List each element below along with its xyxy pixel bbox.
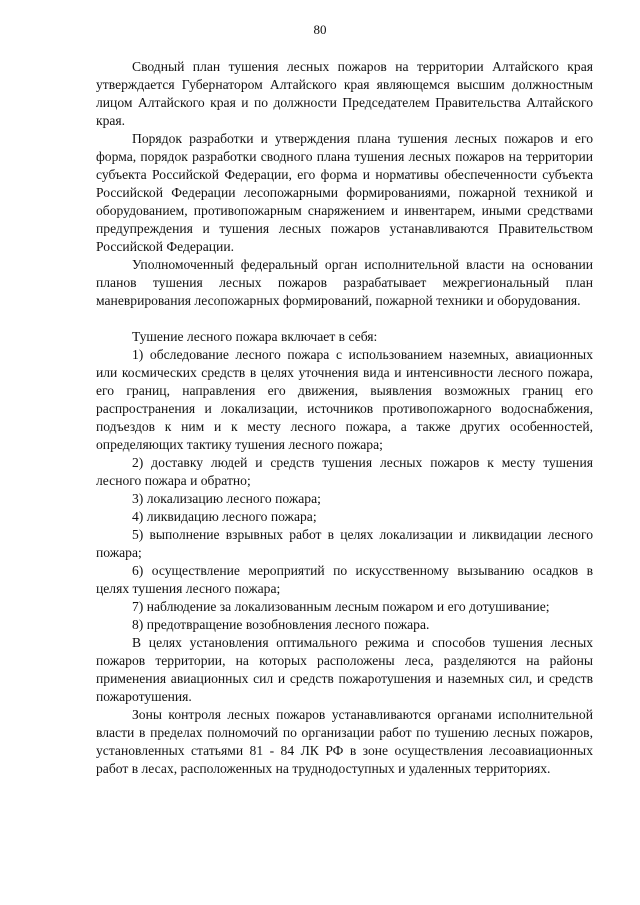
paragraph-control-zones: Зоны контроля лесных пожаров устанавливаются органами исполнительной власти в пределах полномочий по организации работ по тушению лесных пожаров, установленных статьями 81 - 84 ЛК РФ в зоне осуществления лесоавиационных работ в лесах, расположенных на труднодоступных и удаленных территориях. (96, 707, 593, 776)
paragraph-plan-procedure: Порядок разработки и утверждения плана тушения лесных пожаров и его форма, порядок разработки сводного плана тушения лесных пожаров на территории субъекта Российской Федерации, его форма и нормативы обеспеченности субъекта Российской Федерации лесопожарными формированиями, пожарной техникой и оборудованием, противопожарным снаряжением и инвентарем, иными средствами предупреждения и тушения лесных пожаров устанавливаются Правительством Российской Федерации. (96, 131, 593, 254)
list-item-4: 4) ликвидацию лесного пожара; (132, 509, 317, 524)
page-number: 80 (313, 22, 327, 37)
list-item-7: 7) наблюдение за локализованным лесным пожаром и его дотушивание; (132, 599, 550, 614)
list-item-2: 2) доставку людей и средств тушения лесных пожаров к месту тушения лесного пожара и обратно; (96, 455, 593, 488)
document-body (96, 58, 593, 778)
list-item-5: 5) выполнение взрывных работ в целях локализации и ликвидации лесного пожара; (96, 527, 593, 560)
paragraph-suppression-areas: В целях установления оптимального режима и способов тушения лесных пожаров территории, на которых расположены леса, разделяются на районы применения авиационных сил и средств пожаротушения и наземных сил, и средств пожаротушения. (96, 635, 593, 704)
list-item-1: 1) обследование лесного пожара с использованием наземных, авиационных или космических средств в целях уточнения вида и интенсивности лесного пожара, его границ, направления его движения, выявления возможных границ его распространения и локализации, источников противопожарного водоснабжения, подъездов к ним и к месту лесного пожара, а также других особенностей, определяющих тактику тушения лесного пожара; (96, 347, 593, 452)
list-item-6: 6) осуществление мероприятий по искусственному вызыванию осадков в целях тушения лесного пожара; (96, 563, 593, 596)
list-item-3: 3) локализацию лесного пожара; (132, 491, 321, 506)
paragraph-consolidated-plan: Сводный план тушения лесных пожаров на территории Алтайского края утверждается Губернатором Алтайского края являющемся высшим должностным лицом Алтайского края и по должности Председателем Правительства Алтайского края. (96, 59, 593, 128)
list-item-8: 8) предотвращение возобновления лесного пожара. (132, 617, 430, 632)
paragraph-interregional-plan: Уполномоченный федеральный орган исполнительной власти на основании планов тушения лесных пожаров разрабатывает межрегиональный план маневрирования лесопожарных формирований, пожарной техники и оборудования. (96, 257, 593, 308)
paragraph-firefighting-includes: Тушение лесного пожара включает в себя: (132, 329, 378, 344)
